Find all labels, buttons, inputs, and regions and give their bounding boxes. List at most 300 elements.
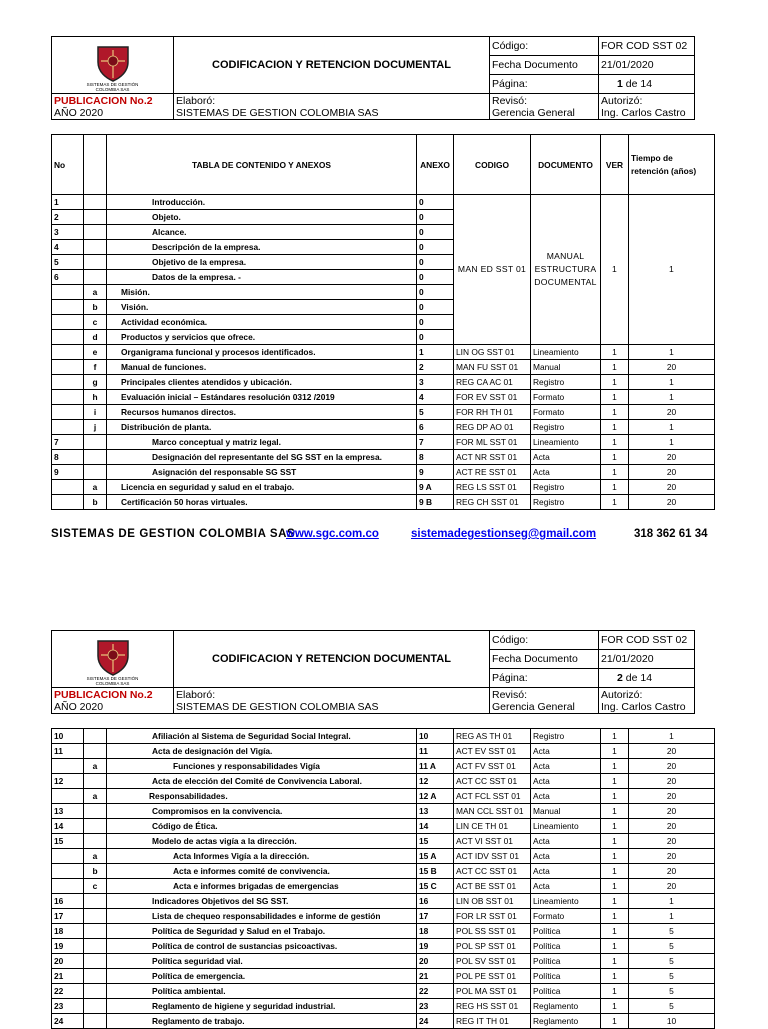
table-row (52, 969, 715, 984)
row-codigo: LIN OG SST 01 (454, 345, 531, 360)
row-ver: 1 (601, 375, 629, 390)
row-documento: Registro (531, 480, 601, 495)
table-row (52, 390, 715, 405)
row-sub-letter (84, 729, 107, 744)
row-tiempo: 20 (629, 819, 715, 834)
row-documento: Lineamiento (531, 894, 601, 909)
row-documento: Reglamento (531, 1014, 601, 1029)
table-row (52, 360, 715, 375)
row-sub-letter (84, 210, 107, 225)
row-anexo: 22 (417, 984, 454, 999)
row-ver: 1 (601, 495, 629, 510)
row-sub-letter: f (84, 360, 107, 375)
row-description: Lista de chequeo responsabilidades e informe de gestión (107, 909, 417, 924)
pagina-label: Página: (490, 669, 599, 688)
row-sub-letter (84, 240, 107, 255)
row-description: Política ambiental. (107, 984, 417, 999)
row-description: Acta de elección del Comité de Convivencia Laboral. (107, 774, 417, 789)
row-anexo: 14 (417, 819, 454, 834)
table-row (52, 495, 715, 510)
row-documento: Formato (531, 390, 601, 405)
pagina-total: de 14 (622, 78, 653, 90)
row-codigo: REG HS SST 01 (454, 999, 531, 1014)
elaboro-cell (174, 94, 490, 120)
row-anexo: 23 (417, 999, 454, 1014)
autorizo-label: Autorizó: (601, 688, 643, 701)
header-anexo: ANEXO (417, 135, 454, 195)
row-description: Modelo de actas vigía a la dirección. (107, 834, 417, 849)
table-row (52, 480, 715, 495)
row-tiempo: 20 (629, 450, 715, 465)
row-ver: 1 (601, 450, 629, 465)
row-sub-letter: a (84, 789, 107, 804)
reviso-cell (490, 94, 599, 120)
group-documento: MANUAL ESTRUCTURA DOCUMENTAL (531, 195, 601, 345)
row-documento: Política (531, 924, 601, 939)
row-codigo: ACT CC SST 01 (454, 774, 531, 789)
row-codigo: ACT RE SST 01 (454, 465, 531, 480)
row-documento: Acta (531, 774, 601, 789)
publication-cell (52, 688, 174, 714)
table-row (52, 729, 715, 744)
row-description: Política de control de sustancias psicoactivas. (107, 939, 417, 954)
row-sub-letter (84, 465, 107, 480)
row-sub-letter (84, 924, 107, 939)
row-sub-letter (84, 819, 107, 834)
row-anexo: 9 A (417, 480, 454, 495)
table-row (52, 849, 715, 864)
row-sub-letter: a (84, 849, 107, 864)
header-no: No (52, 135, 84, 195)
row-sub-letter: i (84, 405, 107, 420)
row-codigo: FOR EV SST 01 (454, 390, 531, 405)
row-ver: 1 (601, 819, 629, 834)
row-number (52, 330, 84, 345)
row-description: Política de Seguridad y Salud en el Trabajo. (107, 924, 417, 939)
table-row (52, 450, 715, 465)
table-row (52, 1014, 715, 1029)
row-codigo: ACT FV SST 01 (454, 759, 531, 774)
row-tiempo: 1 (629, 729, 715, 744)
codigo-value: FOR COD SST 02 (599, 631, 695, 650)
row-codigo: REG LS SST 01 (454, 480, 531, 495)
row-sub-letter (84, 804, 107, 819)
table-row (52, 834, 715, 849)
row-description: Reglamento de trabajo. (107, 1014, 417, 1029)
row-codigo: POL PE SST 01 (454, 969, 531, 984)
table-row (52, 789, 715, 804)
row-anexo: 12 (417, 774, 454, 789)
table-row (52, 375, 715, 390)
row-sub-letter (84, 894, 107, 909)
row-number: 6 (52, 270, 84, 285)
row-tiempo: 5 (629, 939, 715, 954)
row-ver: 1 (601, 360, 629, 375)
row-description: Distribución de planta. (107, 420, 417, 435)
row-ver: 1 (601, 480, 629, 495)
row-anexo: 17 (417, 909, 454, 924)
row-number: 1 (52, 195, 84, 210)
row-documento: Reglamento (531, 999, 601, 1014)
row-tiempo: 20 (629, 849, 715, 864)
row-sub-letter (84, 255, 107, 270)
row-number: 16 (52, 894, 84, 909)
row-tiempo: 5 (629, 924, 715, 939)
row-codigo: POL SV SST 01 (454, 954, 531, 969)
row-description: Reglamento de higiene y seguridad industrial. (107, 999, 417, 1014)
row-tiempo: 20 (629, 495, 715, 510)
row-codigo: MAN CCL SST 01 (454, 804, 531, 819)
row-anexo: 13 (417, 804, 454, 819)
row-tiempo: 1 (629, 420, 715, 435)
row-number (52, 345, 84, 360)
row-codigo: ACT IDV SST 01 (454, 849, 531, 864)
row-anexo: 15 A (417, 849, 454, 864)
row-number: 5 (52, 255, 84, 270)
pagina-value (599, 669, 695, 688)
row-number: 7 (52, 435, 84, 450)
reviso-value: Gerencia General (492, 700, 575, 713)
table-row (52, 804, 715, 819)
row-number: 10 (52, 729, 84, 744)
row-number: 2 (52, 210, 84, 225)
row-ver: 1 (601, 774, 629, 789)
row-anexo: 15 (417, 834, 454, 849)
row-description: Funciones y responsabilidades Vigía (107, 759, 417, 774)
row-sub-letter: c (84, 879, 107, 894)
table-row (52, 999, 715, 1014)
row-documento: Política (531, 984, 601, 999)
row-documento: Acta (531, 879, 601, 894)
row-sub-letter (84, 1014, 107, 1029)
row-anexo: 11 A (417, 759, 454, 774)
table-row (52, 465, 715, 480)
row-description: Afiliación al Sistema de Seguridad Social Integral. (107, 729, 417, 744)
row-number: 24 (52, 1014, 84, 1029)
row-description: Certificación 50 horas virtuales. (107, 495, 417, 510)
pagina-label: Página: (490, 75, 599, 94)
row-tiempo: 1 (629, 390, 715, 405)
row-description: Responsabilidades. (107, 789, 417, 804)
row-sub-letter: c (84, 315, 107, 330)
row-number: 8 (52, 450, 84, 465)
row-documento: Registro (531, 729, 601, 744)
row-ver: 1 (601, 729, 629, 744)
row-anexo: 6 (417, 420, 454, 435)
row-anexo: 0 (417, 285, 454, 300)
footer-email-link[interactable]: sistemadegestionseg@gmail.com (411, 528, 597, 540)
row-documento: Acta (531, 759, 601, 774)
row-ver: 1 (601, 984, 629, 999)
reviso-label: Revisó: (492, 94, 528, 107)
row-codigo: FOR LR SST 01 (454, 909, 531, 924)
row-sub-letter: b (84, 300, 107, 315)
row-documento: Acta (531, 849, 601, 864)
row-number (52, 759, 84, 774)
row-number: 11 (52, 744, 84, 759)
row-sub-letter: a (84, 759, 107, 774)
row-description: Misión. (107, 285, 417, 300)
row-tiempo: 20 (629, 480, 715, 495)
row-number: 22 (52, 984, 84, 999)
row-number (52, 879, 84, 894)
row-documento: Lineamiento (531, 435, 601, 450)
row-ver: 1 (601, 894, 629, 909)
row-number (52, 375, 84, 390)
row-codigo: FOR ML SST 01 (454, 435, 531, 450)
row-ver: 1 (601, 804, 629, 819)
row-codigo: REG CA AC 01 (454, 375, 531, 390)
row-codigo: REG CH SST 01 (454, 495, 531, 510)
row-number: 3 (52, 225, 84, 240)
row-anexo: 0 (417, 195, 454, 210)
row-ver: 1 (601, 849, 629, 864)
row-description: Principales clientes atendidos y ubicación. (107, 375, 417, 390)
row-number: 12 (52, 774, 84, 789)
table-row (52, 864, 715, 879)
row-number: 18 (52, 924, 84, 939)
row-documento: Registro (531, 495, 601, 510)
row-anexo: 8 (417, 450, 454, 465)
row-description: Manual de funciones. (107, 360, 417, 375)
row-tiempo: 1 (629, 375, 715, 390)
codigo-value: FOR COD SST 02 (599, 37, 695, 56)
row-sub-letter: a (84, 285, 107, 300)
row-anexo: 5 (417, 405, 454, 420)
row-description: Actividad económica. (107, 315, 417, 330)
row-anexo: 0 (417, 255, 454, 270)
row-documento: Política (531, 939, 601, 954)
fecha-label: Fecha Documento (490, 56, 599, 75)
row-codigo: POL SP SST 01 (454, 939, 531, 954)
row-description: Código de Ética. (107, 819, 417, 834)
row-number: 21 (52, 969, 84, 984)
row-number: 14 (52, 819, 84, 834)
row-tiempo: 10 (629, 1014, 715, 1029)
row-documento: Formato (531, 909, 601, 924)
row-description: Acta Informes Vigía a la dirección. (107, 849, 417, 864)
row-number: 17 (52, 909, 84, 924)
elaboro-value: SISTEMAS DE GESTION COLOMBIA SAS (176, 700, 379, 713)
row-sub-letter (84, 225, 107, 240)
row-anexo: 11 (417, 744, 454, 759)
row-documento: Manual (531, 804, 601, 819)
pagina-total: de 14 (622, 672, 653, 684)
row-sub-letter (84, 435, 107, 450)
row-description: Indicadores Objetivos del SG SST. (107, 894, 417, 909)
row-number (52, 390, 84, 405)
autorizo-value: Ing. Carlos Castro (601, 700, 686, 713)
publication-year: AÑO 2020 (54, 700, 104, 713)
autorizo-value: Ing. Carlos Castro (601, 106, 686, 119)
row-number (52, 300, 84, 315)
row-anexo: 0 (417, 270, 454, 285)
row-number: 19 (52, 939, 84, 954)
row-description: Productos y servicios que ofrece. (107, 330, 417, 345)
row-codigo: ACT BE SST 01 (454, 879, 531, 894)
reviso-cell (490, 688, 599, 714)
fecha-value: 21/01/2020 (599, 56, 695, 75)
row-sub-letter (84, 999, 107, 1014)
row-anexo: 0 (417, 300, 454, 315)
row-ver: 1 (601, 999, 629, 1014)
row-sub-letter: b (84, 495, 107, 510)
row-ver: 1 (601, 939, 629, 954)
elaboro-cell (174, 688, 490, 714)
row-documento: Política (531, 954, 601, 969)
row-number (52, 789, 84, 804)
row-sub-letter (84, 450, 107, 465)
logo-text-line1: SISTEMAS DE GESTIÓN (86, 82, 139, 87)
row-ver: 1 (601, 1014, 629, 1029)
row-number (52, 849, 84, 864)
row-documento: Registro (531, 420, 601, 435)
row-description: Política de emergencia. (107, 969, 417, 984)
page1-header (51, 36, 695, 120)
group-ver: 1 (601, 195, 629, 345)
logo-text-line2: COLOMBIA SAS (95, 87, 130, 92)
row-documento: Acta (531, 864, 601, 879)
row-description: Evaluación inicial – Estándares resolución 0312 /2019 (107, 390, 417, 405)
row-sub-letter (84, 774, 107, 789)
row-number (52, 864, 84, 879)
row-number: 9 (52, 465, 84, 480)
row-anexo: 7 (417, 435, 454, 450)
row-tiempo: 20 (629, 789, 715, 804)
row-tiempo: 5 (629, 984, 715, 999)
row-description: Acta e informes comité de convivencia. (107, 864, 417, 879)
row-anexo: 9 B (417, 495, 454, 510)
row-anexo: 10 (417, 729, 454, 744)
logo-text-line2: COLOMBIA SAS (95, 681, 130, 686)
row-anexo: 0 (417, 240, 454, 255)
pagina-number: 2 (617, 672, 623, 684)
row-anexo: 9 (417, 465, 454, 480)
row-documento: Acta (531, 744, 601, 759)
row-tiempo: 5 (629, 999, 715, 1014)
row-documento: Lineamiento (531, 345, 601, 360)
row-codigo: REG IT TH 01 (454, 1014, 531, 1029)
row-sub-letter (84, 984, 107, 999)
table-row (52, 819, 715, 834)
row-documento: Formato (531, 405, 601, 420)
row-ver: 1 (601, 879, 629, 894)
row-tiempo: 20 (629, 864, 715, 879)
row-number: 4 (52, 240, 84, 255)
row-tiempo: 20 (629, 879, 715, 894)
reviso-label: Revisó: (492, 688, 528, 701)
row-anexo: 12 A (417, 789, 454, 804)
table-row (52, 435, 715, 450)
footer-website-link[interactable]: www.sgc.com.co (286, 528, 379, 540)
row-description: Acta e informes brigadas de emergencias (107, 879, 417, 894)
row-description: Recursos humanos directos. (107, 405, 417, 420)
row-number (52, 495, 84, 510)
reviso-value: Gerencia General (492, 106, 575, 119)
row-description: Política seguridad vial. (107, 954, 417, 969)
row-number: 23 (52, 999, 84, 1014)
row-tiempo: 20 (629, 405, 715, 420)
row-ver: 1 (601, 924, 629, 939)
table-row (52, 954, 715, 969)
row-sub-letter: g (84, 375, 107, 390)
row-anexo: 20 (417, 954, 454, 969)
table-row (52, 879, 715, 894)
autorizo-cell (599, 94, 695, 120)
row-description: Introducción. (107, 195, 417, 210)
logo-text-line1: SISTEMAS DE GESTIÓN (86, 676, 139, 681)
row-documento: Acta (531, 450, 601, 465)
row-anexo: 15 B (417, 864, 454, 879)
row-description: Descripción de la empresa. (107, 240, 417, 255)
row-tiempo: 20 (629, 759, 715, 774)
row-ver: 1 (601, 420, 629, 435)
document-title: CODIFICACION Y RETENCION DOCUMENTAL (174, 37, 490, 94)
row-number: 13 (52, 804, 84, 819)
page1-footer (51, 528, 711, 546)
company-logo (52, 37, 174, 94)
row-anexo: 2 (417, 360, 454, 375)
row-codigo: POL SS SST 01 (454, 924, 531, 939)
elaboro-value: SISTEMAS DE GESTION COLOMBIA SAS (176, 106, 379, 119)
pagina-number: 1 (617, 78, 623, 90)
table-row (52, 405, 715, 420)
row-tiempo: 1 (629, 435, 715, 450)
row-codigo: REG AS TH 01 (454, 729, 531, 744)
row-tiempo: 5 (629, 954, 715, 969)
row-description: Visión. (107, 300, 417, 315)
row-codigo: LIN OB SST 01 (454, 894, 531, 909)
row-sub-letter (84, 744, 107, 759)
shield-logo-icon (96, 638, 130, 676)
row-description: Alcance. (107, 225, 417, 240)
row-ver: 1 (601, 954, 629, 969)
row-anexo: 24 (417, 1014, 454, 1029)
row-description: Compromisos en la convivencia. (107, 804, 417, 819)
row-sub-letter: h (84, 390, 107, 405)
header-documento: DOCUMENTO (531, 135, 601, 195)
row-number (52, 360, 84, 375)
row-ver: 1 (601, 909, 629, 924)
table-row (52, 744, 715, 759)
codigo-label: Código: (490, 631, 599, 650)
row-description: Datos de la empresa. - (107, 270, 417, 285)
row-ver: 1 (601, 834, 629, 849)
row-codigo: MAN FU SST 01 (454, 360, 531, 375)
shield-logo-icon (96, 44, 130, 82)
row-ver: 1 (601, 435, 629, 450)
row-sub-letter (84, 270, 107, 285)
row-sub-letter: d (84, 330, 107, 345)
publication-number: PUBLICACION No.2 (54, 94, 153, 107)
row-ver: 1 (601, 759, 629, 774)
row-anexo: 0 (417, 330, 454, 345)
row-description: Acta de designación del Vigía. (107, 744, 417, 759)
row-anexo: 0 (417, 210, 454, 225)
autorizo-cell (599, 688, 695, 714)
row-number: 20 (52, 954, 84, 969)
row-number (52, 420, 84, 435)
row-number: 15 (52, 834, 84, 849)
row-tiempo: 20 (629, 360, 715, 375)
row-tiempo: 1 (629, 894, 715, 909)
row-ver: 1 (601, 789, 629, 804)
contents-table-page1 (51, 134, 715, 510)
row-ver: 1 (601, 405, 629, 420)
row-number (52, 405, 84, 420)
group-codigo: MAN ED SST 01 (454, 195, 531, 345)
row-sub-letter: j (84, 420, 107, 435)
